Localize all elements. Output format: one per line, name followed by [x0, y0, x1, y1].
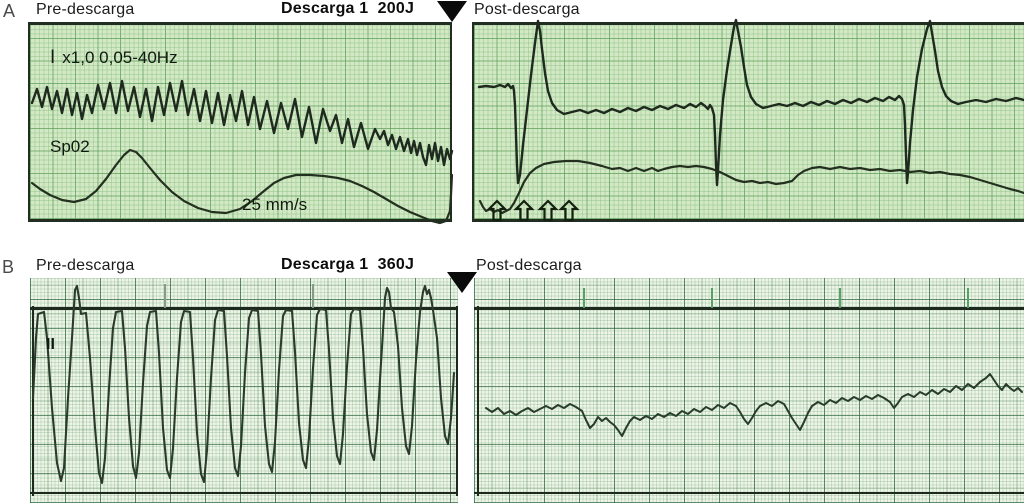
panel-b-pre-strip: [30, 278, 458, 503]
panel-a-shock-marker-triangle-icon: [437, 1, 467, 22]
paper-speed-label: 25 mm/s: [242, 195, 308, 214]
panel-b-pre-label: Pre-descarga: [36, 257, 135, 274]
panel-a-post-label: Post-descarga: [474, 1, 580, 18]
panel-a-pre-strip: [28, 22, 452, 222]
spo2-label: Sp02: [50, 137, 90, 156]
panel-a-post-strip: [472, 22, 1024, 222]
panel-b-letter: B: [2, 257, 15, 277]
panel-b-post-label: Post-descarga: [476, 257, 582, 274]
ecg-trace-b-post: [474, 278, 1024, 503]
panel-a-letter: A: [3, 1, 16, 21]
lead-i-label: I: [50, 47, 56, 68]
panel-b-shock-label: Descarga 1 360J: [281, 256, 415, 273]
panel-a-pre-label: Pre-descarga: [36, 1, 135, 18]
panel-b-shock-marker-triangle-icon: [447, 272, 477, 293]
up-arrow-icon: [516, 201, 532, 220]
panel-a-shock-label: Descarga 1 200J: [281, 0, 415, 17]
up-arrow-icon: [561, 201, 577, 220]
lead-and-filter-label: [50, 47, 178, 69]
filter-settings-label: x1,0 0,05-40Hz: [62, 48, 178, 67]
panel-b-post-strip: [474, 278, 1024, 503]
lead-ii-label: II: [46, 336, 55, 353]
ecg-trace-b-pre: [30, 278, 458, 503]
up-arrow-icon: [540, 201, 556, 220]
ecg-trace-a-post: [474, 25, 1024, 219]
